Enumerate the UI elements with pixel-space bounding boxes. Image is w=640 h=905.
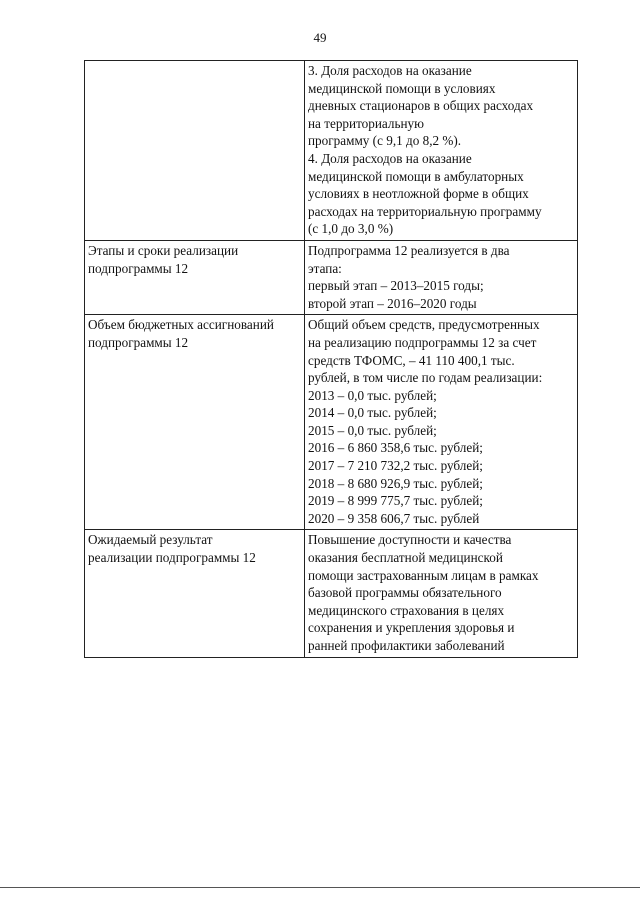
- content-line: 2020 – 9 358 606,7 тыс. рублей: [308, 510, 480, 526]
- row-label-cell: [85, 530, 305, 657]
- content-line: средств ТФОМС, – 41 110 400,1 тыс.: [308, 352, 515, 368]
- label-line: подпрограммы 12: [88, 334, 189, 350]
- content-line: Повышение доступности и качества: [308, 532, 512, 548]
- label-line: реализации подпрограммы 12: [88, 550, 256, 566]
- label-line: Этапы и сроки реализации: [88, 242, 239, 258]
- passport-table: [84, 60, 578, 658]
- content-line: базовой программы обязательного: [308, 585, 502, 601]
- content-line: 2015 – 0,0 тыс. рублей;: [308, 422, 437, 438]
- table-body: [85, 61, 578, 658]
- content-line: оказания бесплатной медицинской: [308, 550, 503, 566]
- content-line: 2013 – 0,0 тыс. рублей;: [308, 387, 437, 403]
- table-row: [85, 315, 578, 530]
- content-line: условиях в неотложной форме в общих: [308, 186, 529, 202]
- label-line: Объем бюджетных ассигнований: [88, 317, 274, 333]
- content-line: на территориальную: [308, 115, 424, 131]
- row-content-cell: [305, 530, 578, 657]
- table-row: [85, 61, 578, 241]
- content-line: второй этап – 2016–2020 годы: [308, 295, 477, 311]
- content-line: медицинской помощи в условиях: [308, 80, 496, 96]
- content-line: программу (с 9,1 до 8,2 %).: [308, 133, 462, 149]
- content-line: ранней профилактики заболеваний: [308, 638, 505, 653]
- label-line: подпрограммы 12: [88, 260, 189, 276]
- content-line: 2017 – 7 210 732,2 тыс. рублей;: [308, 458, 483, 474]
- label-line: Ожидаемый результат: [88, 532, 213, 548]
- row-content-cell: [305, 61, 578, 241]
- row-label-cell: [85, 315, 305, 530]
- content-line: 3. Доля расходов на оказание: [308, 63, 472, 78]
- row-content-cell: [305, 240, 578, 314]
- row-label-cell: [85, 61, 305, 241]
- content-line: сохранения и укрепления здоровья и: [308, 620, 515, 636]
- content-line: (с 1,0 до 3,0 %): [308, 221, 394, 237]
- content-line: медицинской помощи в амбулаторных: [308, 168, 524, 184]
- content-line: первый этап – 2013–2015 годы;: [308, 278, 484, 294]
- content-line: Подпрограмма 12 реализуется в два: [308, 242, 510, 258]
- row-label-cell: [85, 240, 305, 314]
- content-line: 4. Доля расходов на оказание: [308, 150, 472, 166]
- content-line: на реализацию подпрограммы 12 за счет: [308, 334, 537, 350]
- table-row: [85, 240, 578, 314]
- content-line: 2016 – 6 860 358,6 тыс. рублей;: [308, 440, 483, 456]
- content-line: медицинского страхования в целях: [308, 602, 505, 618]
- content-line: 2014 – 0,0 тыс. рублей;: [308, 405, 437, 421]
- content-line: дневных стационаров в общих расходах: [308, 98, 534, 114]
- content-line: 2019 – 8 999 775,7 тыс. рублей;: [308, 493, 483, 509]
- content-line: этапа:: [308, 260, 342, 276]
- bottom-rule: [0, 887, 640, 888]
- content-line: 2018 – 8 680 926,9 тыс. рублей;: [308, 475, 483, 491]
- content-line: помощи застрахованным лицам в рамках: [308, 567, 539, 583]
- table-row: [85, 530, 578, 657]
- content-line: Общий объем средств, предусмотренных: [308, 317, 540, 333]
- content-line: рублей, в том числе по годам реализации:: [308, 370, 543, 386]
- row-content-cell: [305, 315, 578, 530]
- page-number: 49: [313, 30, 327, 45]
- content-line: расходах на территориальную программу: [308, 203, 542, 219]
